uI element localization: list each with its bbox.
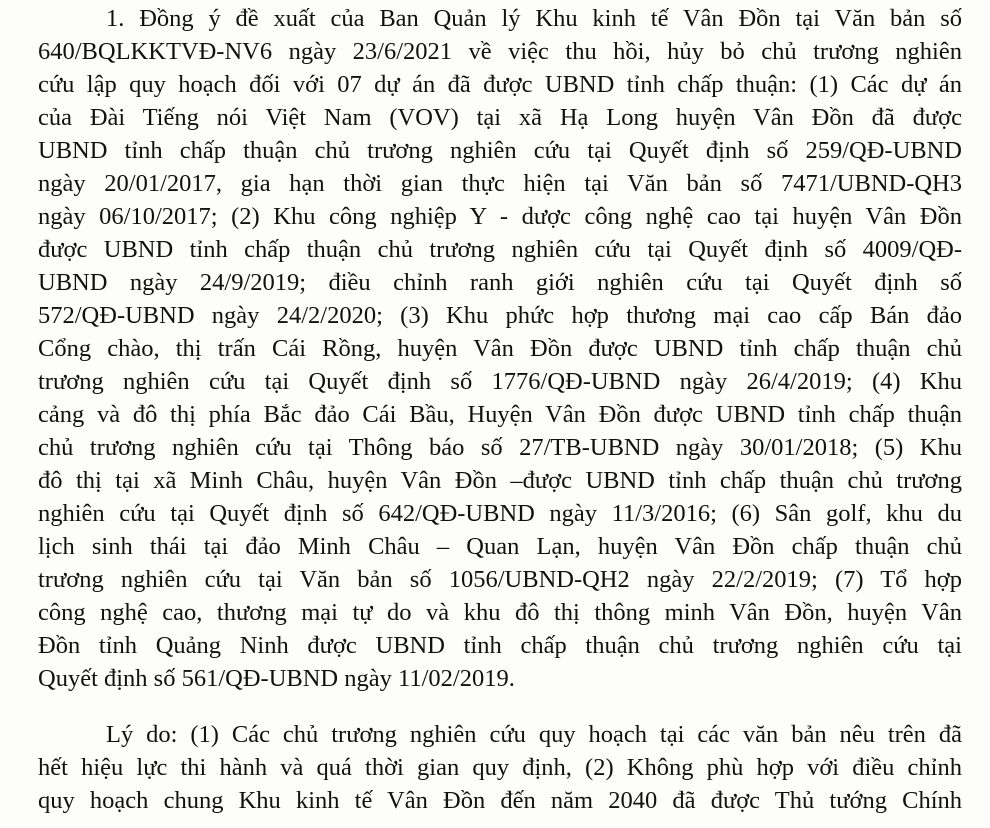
text-line: đô thị tại xã Minh Châu, huyện Vân Đồn –được UBND tỉnh chấp thuận chủ trương: [38, 467, 962, 494]
text-line: ngày 20/01/2017, gia hạn thời gian thực hiện tại Văn bản số 7471/UBND-QH3: [38, 170, 962, 197]
text-line: cảng và đô thị phía Bắc đảo Cái Bầu, Huyện Vân Đồn được UBND tỉnh chấp thuận: [38, 401, 962, 428]
text-line: UBND ngày 24/9/2019; điều chỉnh ranh giới nghiên cứu tại Quyết định số: [38, 269, 962, 296]
text-line: hết hiệu lực thi hành và quá thời gian quy định, (2) Không phù hợp với điều chỉnh: [38, 754, 962, 781]
text-line: chủ trương nghiên cứu tại Thông báo số 27/TB-UBND ngày 30/01/2018; (5) Khu: [38, 434, 962, 461]
text-line: ngày 06/10/2017; (2) Khu công nghiệp Y - dược công nghệ cao tại huyện Vân Đồn: [38, 203, 962, 230]
text-line: 1. Đồng ý đề xuất của Ban Quản lý Khu kinh tế Vân Đồn tại Văn bản số: [106, 5, 962, 32]
text-line: trương nghiên cứu tại Quyết định số 1776/QĐ-UBND ngày 26/4/2019; (4) Khu: [38, 368, 962, 395]
text-line: cứu lập quy hoạch đối với 07 dự án đã được UBND tỉnh chấp thuận: (1) Các dự án: [38, 71, 962, 98]
text-line: lịch sinh thái tại đảo Minh Châu – Quan Lạn, huyện Vân Đồn chấp thuận chủ: [38, 533, 962, 560]
text-line: được UBND tỉnh chấp thuận chủ trương nghiên cứu tại Quyết định số 4009/QĐ-: [38, 236, 962, 263]
text-line: quy hoạch chung Khu kinh tế Vân Đồn đến năm 2040 đã được Thủ tướng Chính: [38, 787, 962, 814]
text-line: Lý do: (1) Các chủ trương nghiên cứu quy hoạch tại các văn bản nêu trên đã: [106, 721, 962, 748]
text-line: công nghệ cao, thương mại tự do và khu đô thị thông minh Vân Đồn, huyện Vân: [38, 599, 962, 626]
text-line: UBND tỉnh chấp thuận chủ trương nghiên cứu tại Quyết định số 259/QĐ-UBND: [38, 137, 962, 164]
text-line: 640/BQLKKTVĐ-NV6 ngày 23/6/2021 về việc thu hồi, hủy bỏ chủ trương nghiên: [38, 38, 962, 65]
text-line: Quyết định số 561/QĐ-UBND ngày 11/02/2019.: [38, 665, 515, 692]
text-line: nghiên cứu tại Quyết định số 642/QĐ-UBND ngày 11/3/2016; (6) Sân golf, khu du: [38, 500, 962, 527]
text-line: Cổng chào, thị trấn Cái Rồng, huyện Vân Đồn được UBND tỉnh chấp thuận chủ: [38, 335, 962, 362]
text-line: của Đài Tiếng nói Việt Nam (VOV) tại xã Hạ Long huyện Vân Đồn đã được: [38, 104, 962, 131]
text-line: Đồn tỉnh Quảng Ninh được UBND tỉnh chấp thuận chủ trương nghiên cứu tại: [38, 632, 962, 659]
text-line: trương nghiên cứu tại Văn bản số 1056/UBND-QH2 ngày 22/2/2019; (7) Tổ hợp: [38, 566, 962, 593]
text-line: 572/QĐ-UBND ngày 24/2/2020; (3) Khu phức hợp thương mại cao cấp Bán đảo: [38, 302, 962, 329]
